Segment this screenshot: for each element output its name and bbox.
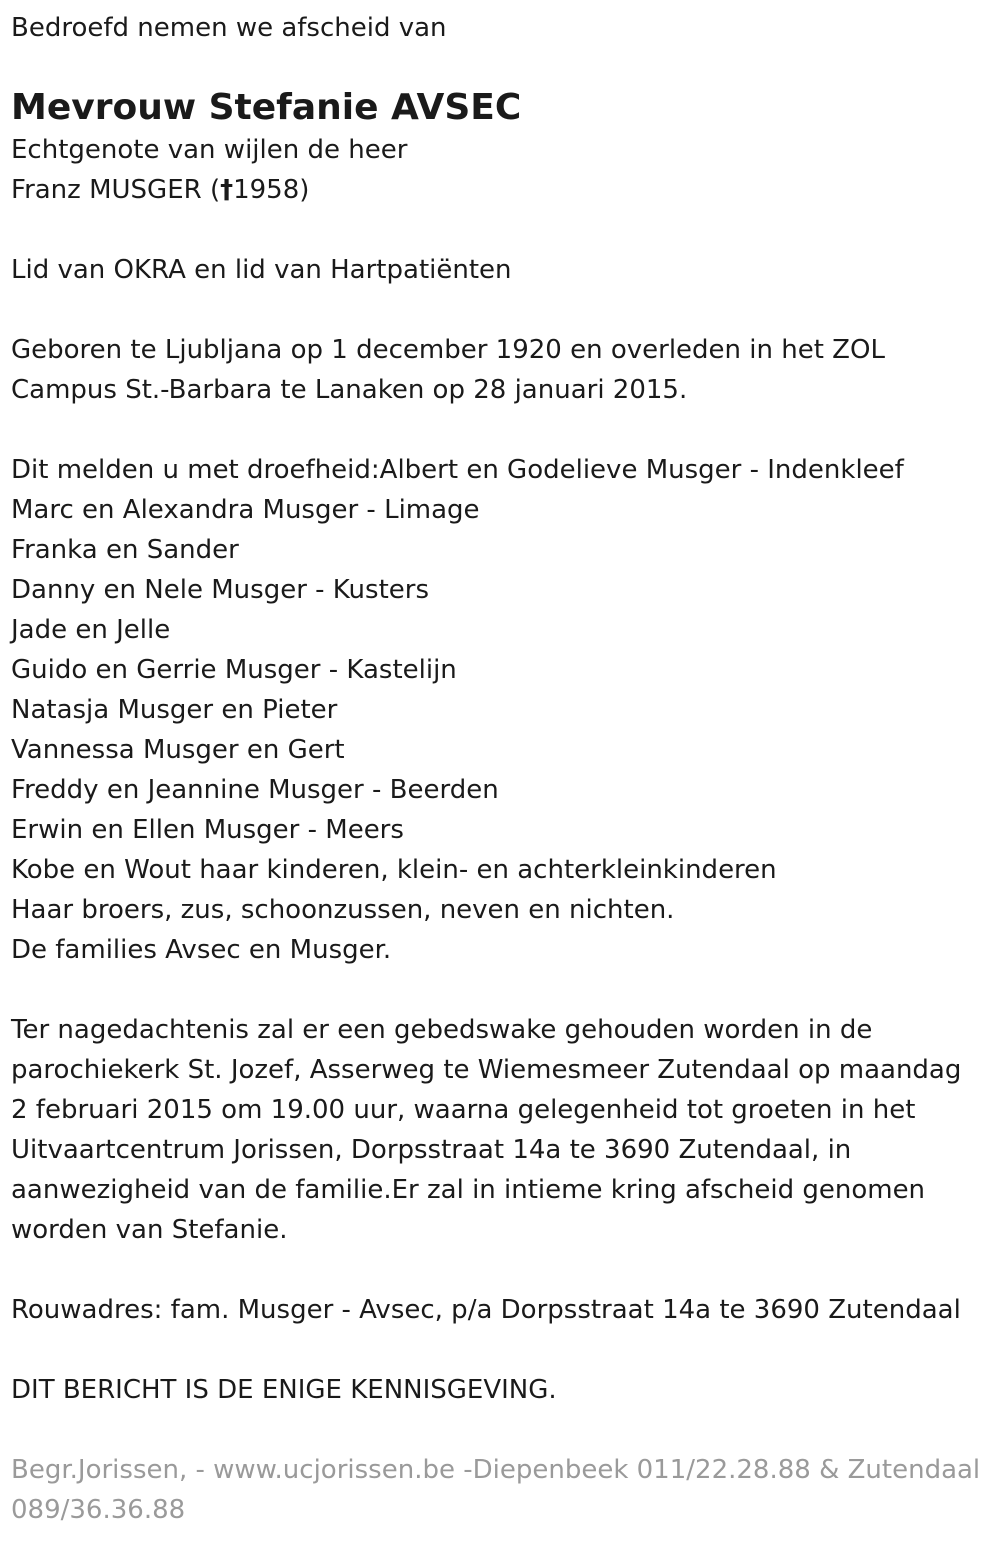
family-line: Guido en Gerrie Musger - Kastelijn [11, 655, 457, 685]
relation-line-2 [11, 170, 1000, 210]
relation-line-2-post: 1958) [233, 175, 310, 205]
birth-death-block [11, 330, 1000, 410]
footer-line: Begr.Jorissen, - www.ucjorissen.be -Diepenbeek 011/22.28.88 & Zutendaal [11, 1455, 981, 1485]
family-line: Freddy en Jeannine Musger - Beerden [11, 775, 499, 805]
wake-info [11, 1010, 1000, 1250]
relation-line-2-pre: Franz MUSGER ( [11, 175, 221, 205]
birth-death-line: Geboren te Ljubljana op 1 december 1920 en overleden in het ZOL [11, 335, 885, 365]
family-line: Vannessa Musger en Gert [11, 735, 345, 765]
wake-line: 2 februari 2015 om 19.00 uur, waarna gelegenheid tot groeten in het [11, 1095, 916, 1125]
intro-text: Bedroefd nemen we afscheid van [11, 13, 447, 43]
birth-death-line: Campus St.-Barbara te Lanaken op 28 januari 2015. [11, 375, 688, 405]
family-line: Marc en Alexandra Musger - Limage [11, 495, 480, 525]
wake-line: Uitvaartcentrum Jorissen, Dorpsstraat 14a te 3690 Zutendaal, in [11, 1135, 852, 1165]
wake-line: aanwezigheid van de familie.Er zal in intieme kring afscheid genomen [11, 1175, 926, 1205]
membership-text: Lid van OKRA en lid van Hartpatiënten [11, 255, 512, 285]
family-list [11, 450, 1000, 970]
sole-notice: DIT BERICHT IS DE ENIGE KENNISGEVING. [11, 1375, 557, 1405]
wake-line: Ter nagedachtenis zal er een gebedswake gehouden worden in de [11, 1015, 873, 1045]
family-line: Dit melden u met droefheid:Albert en Godelieve Musger - Indenkleef [11, 455, 904, 485]
relation-line-1: Echtgenote van wijlen de heer [11, 135, 408, 165]
family-line: Franka en Sander [11, 535, 239, 565]
family-line: Danny en Nele Musger - Kusters [11, 575, 429, 605]
footer-line: 089/36.36.88 [11, 1495, 186, 1525]
cross-icon: † [220, 175, 234, 205]
wake-line: parochiekerk St. Jozef, Asserweg te Wiemesmeer Zutendaal op maandag [11, 1055, 962, 1085]
funeral-home-footer [11, 1450, 991, 1530]
family-line: De families Avsec en Musger. [11, 935, 392, 965]
deceased-name: Mevrouw Stefanie AVSEC [11, 87, 522, 128]
family-line: Natasja Musger en Pieter [11, 695, 338, 725]
family-line: Kobe en Wout haar kinderen, klein- en achterkleinkinderen [11, 855, 777, 885]
family-line: Jade en Jelle [11, 615, 171, 645]
wake-line: worden van Stefanie. [11, 1215, 288, 1245]
family-line: Erwin en Ellen Musger - Meers [11, 815, 404, 845]
family-line: Haar broers, zus, schoonzussen, neven en nichten. [11, 895, 675, 925]
mourning-address: Rouwadres: fam. Musger - Avsec, p/a Dorpsstraat 14a te 3690 Zutendaal [11, 1295, 961, 1325]
